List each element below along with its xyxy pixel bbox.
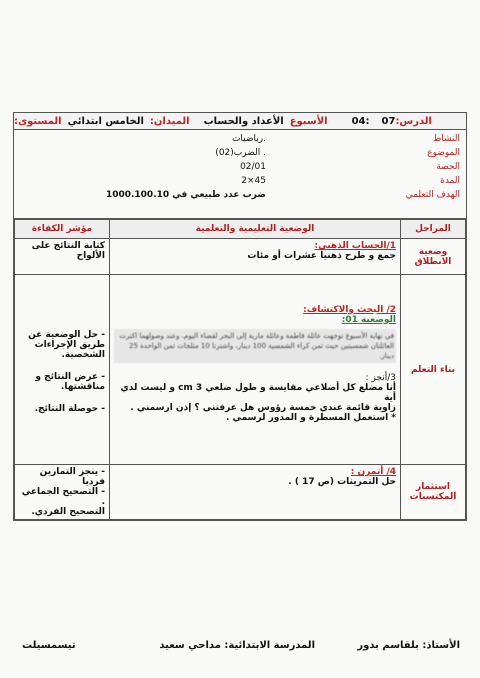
town-name: تيسمسيلت [22, 640, 76, 651]
indicator-header: مؤشر الكفاءة [15, 220, 110, 239]
situation-text: في نهاية الأسبوع توجهت عائلة فاطمة وعائلة مارية إلى البحر لقضاء اليوم، وعند وصولهما اكترت العائلتان شمسيتين حيث ثمن كراء الشمسية 100 دينار، واشترتا 10 مثلجات ثمن الواحدة 25 دينار. [114, 329, 396, 363]
indicator-cell: - ينجز التمارين فرديا - التصحيح الجماعي . التصحيح الفردي. [15, 465, 110, 520]
table-row [15, 275, 466, 465]
lesson-table [14, 219, 466, 520]
stage-cell: استثمار المكتسبات [401, 465, 466, 520]
indicator-cell: كتابة النتائج على الألواح [15, 239, 110, 275]
week-value: :04 [351, 115, 370, 127]
situation-cell: 1/الحساب الذهني: جمع و طرح ذهنيا عشرات أو مئات [110, 239, 401, 275]
situation-cell: 4/ أتمرن : حل التمرينات (ص 17 ) . [110, 465, 401, 520]
lesson-info [14, 130, 466, 219]
table-row [15, 465, 466, 520]
stage-cell: بناء التعلم [401, 275, 466, 465]
level-value: الخامس ابتدائي [67, 115, 144, 127]
lesson-frame [13, 112, 467, 521]
school-name: المدرسة الابتدائية: مداحي سعيد [159, 640, 315, 651]
teacher-name: الأستاذ: بلقاسم بدور [357, 640, 460, 651]
info-labels: النشاط الموضوع الحصة المدة الهدف التعلمي [405, 134, 460, 200]
lesson-number: الدرس:07 [381, 115, 432, 127]
info-values: رياضيات. الضرب(02) . 02/01 2×45 ضرب عدد طبيعي في 1000.100.10 [105, 134, 266, 200]
situation-header: الوضعية التعليمية والتعلمية [110, 220, 401, 239]
situation-cell: 2/ البحث والاكتشاف: الوضعية 01: في نهاية الأسبوع توجهت عائلة فاطمة وعائلة مارية إلى البحر لقضاء اليوم، وعند وصولهما اكترت العائلتان شمسيتين حيث ثمن كراء الشمسية 100 دينار، واشترتا 10 مثلجات ثمن الواحدة 25 دينار. 3/أنجز : أنا مضلع كل أضلاعي مقايسة و طول ضلعي 3 cm و ليست لدي أية زاوية قائمة عندي خمسة رؤوس هل عرفتني ؟ إذن ارسمني . * استعمل المسطرة و المدور لرسمي . [110, 275, 401, 465]
week-label: الأسبوع [289, 115, 328, 127]
table-row [15, 239, 466, 275]
field-value: الأعداد والحساب [203, 115, 284, 127]
header-row [14, 113, 466, 130]
field-label: الميدان: [149, 115, 190, 127]
stage-cell: وضعية الانطلاق [401, 239, 466, 275]
level-label: المستوى: [14, 115, 62, 127]
indicator-cell: - حل الوضعية عن طريق الإجراءات الشخصية. - عرض النتائج و مناقشتها. - حوصلة النتائج. [15, 275, 110, 465]
table-header-row [15, 220, 466, 239]
stage-header: المراحل [401, 220, 466, 239]
